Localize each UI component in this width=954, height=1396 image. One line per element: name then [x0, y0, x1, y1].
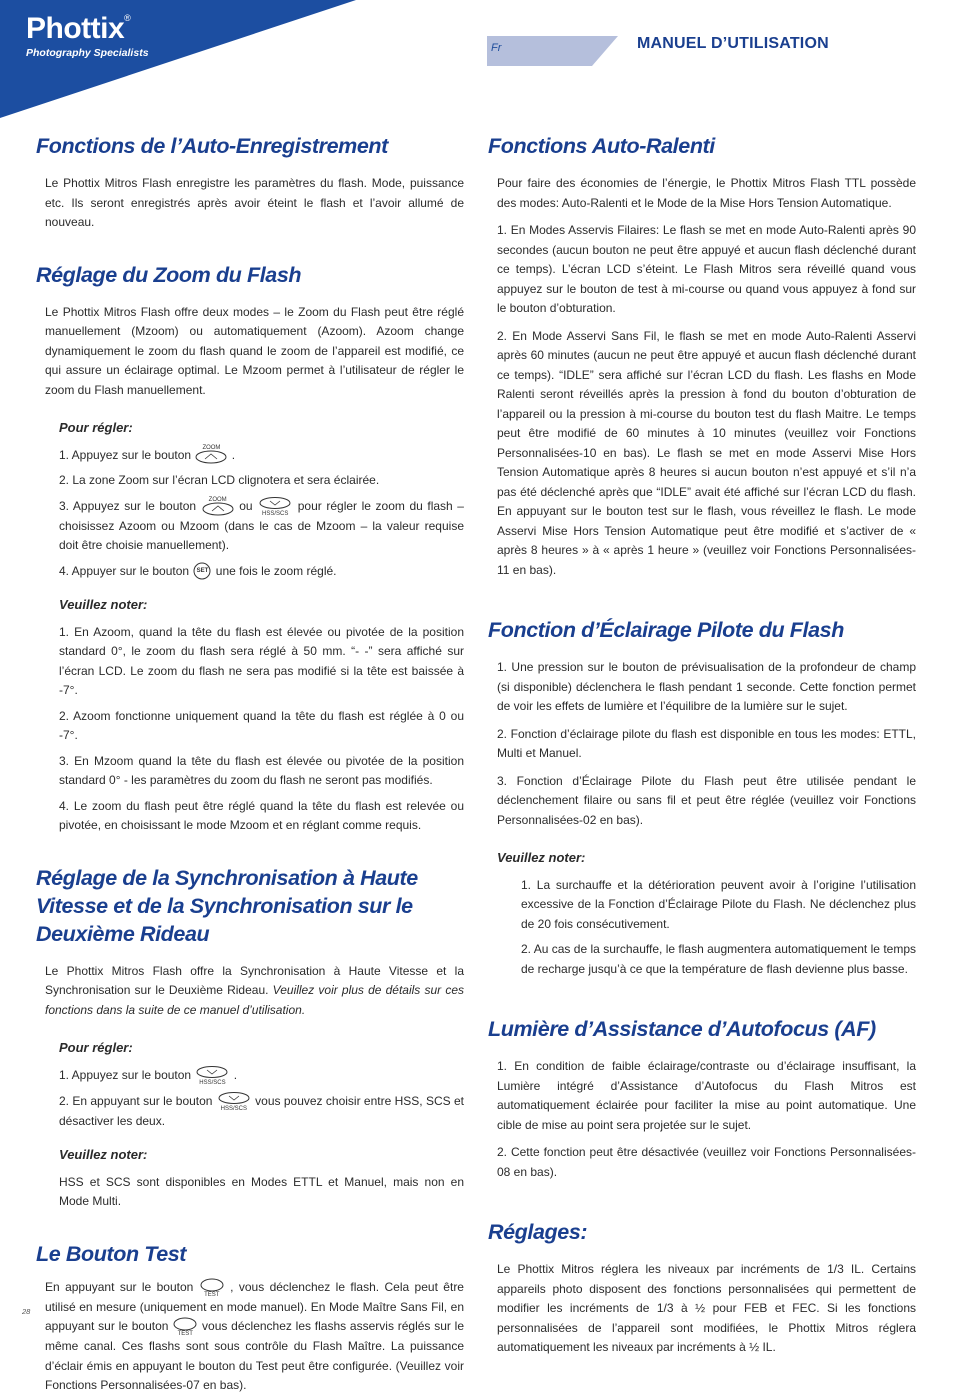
- section-af-assist: [488, 1015, 918, 1182]
- zoom-step-4: 4. Appuyer sur le bouton SET une fois le zoom réglé.: [45, 562, 464, 582]
- heading-auto-sleep: Fonctions Auto-Ralenti: [488, 134, 715, 158]
- sync-step-1: 1. Appuyez sur le bouton HSS/SCS .: [45, 1066, 464, 1086]
- right-column: [488, 132, 918, 1358]
- heading-settings: Réglages:: [488, 1220, 588, 1244]
- hss-scs-button-icon: HSS/SCS: [194, 1066, 230, 1086]
- hss-scs-button-icon: HSS/SCS: [216, 1092, 252, 1112]
- heading-auto-save: Fonctions de l’Auto-Enregistrement: [36, 134, 388, 158]
- modeling-note-2: 2. Au cas de la surchauffe, le flash augmentera automatiquement le temps de recharge jusqu’à ce que la température de flash devienne plus basse.: [521, 942, 916, 976]
- zoom-howto-title: Pour régler:: [59, 420, 133, 435]
- left-column: [36, 132, 466, 1396]
- zoom-step-2: 2. La zone Zoom sur l’écran LCD clignotera et sera éclairée.: [59, 473, 380, 487]
- settings-text: Le Phottix Mitros réglera les niveaux par incréments de 1/3 IL. Certains appareils photo disposent des fonctions personnalisées qui permettent de modifier les incréments de 1/3 à ½ pour FEB et FEC. Si les fonctions personnalisées de l’appareil sont modifiées, le Phottix Mitros réglera automatiquement les niveaux par incréments à ½ IL.: [497, 1262, 916, 1354]
- brand-logo: [26, 14, 149, 59]
- brand-tagline: Photography Specialists: [26, 47, 149, 59]
- sync-text: Le Phottix Mitros Flash offre la Synchronisation à Haute Vitesse et la Synchronisation sur le Deuxième Rideau. Veuillez voir plus de détails sur ces fonctions dans la suite de ce manuel d’utilisation.: [45, 963, 464, 1017]
- heading-modeling-light: Fonction d’Éclairage Pilote du Flash: [488, 618, 844, 642]
- section-test-button: [36, 1240, 466, 1396]
- section-settings: [488, 1218, 918, 1358]
- sync-notes-title: Veuillez noter:: [59, 1147, 148, 1162]
- zoom-note-4: 4. Le zoom du flash peut être réglé quand la tête du flash est relevée ou pivotée, en choisissant le mode Mzoom et en réglant comme requis.: [59, 798, 464, 832]
- set-button-icon: SET: [192, 562, 212, 580]
- heading-test-button: Le Bouton Test: [36, 1241, 187, 1266]
- auto-sleep-text: Pour faire des économies de l’énergie, le Phottix Mitros Flash TTL possède des modes: Auto-Ralenti et le Mode de la Mise Hors Tension Automatique.: [497, 176, 916, 210]
- modeling-notes-title: Veuillez noter:: [497, 850, 586, 865]
- language-label: Fr: [491, 42, 502, 54]
- af-p2: 2. Cette fonction peut être désactivée (veuillez voir Fonctions Personnalisées-08 en bas).: [497, 1145, 916, 1179]
- zoom-text: Le Phottix Mitros Flash offre deux modes – le Zoom du Flash peut être réglé manuellement (Mzoom) ou automatiquement (Azoom). Azoom change dynamiquement le zoom du flash quand le zoom de l’appareil est modifié, ce qui assure un éclairage optimal. Le Mzoom permet à l’utilisateur de régler le zoom du Flash manuellement.: [45, 304, 464, 397]
- zoom-notes-title: Veuillez noter:: [59, 597, 148, 612]
- zoom-button-icon: ZOOM: [194, 446, 228, 464]
- zoom-note-2: 2. Azoom fonctionne uniquement quand la tête du flash est réglée à 0 ou -7°.: [59, 708, 464, 742]
- section-zoom: [36, 261, 466, 836]
- auto-sleep-p2: 2. En Mode Asservi Sans Fil, le flash se met en mode Auto-Ralenti Asservi après 60 minutes (aucun ne peut être appuyé et aucun flash déclenché durant ce temps). “IDLE” sera affiché sur l’écran LCD du flash. Les flashs en Mode Ralenti seront réveillés après la pression à fond du bouton d’obturation de l’appareil ou la pression à mi-course du bouton test du flash Maitre. Le temps peut être modifié de 60 minutes à 10 minutes (veuillez voir Fonctions Personnalisées-10 en bas). Le flash se met en mode Asservi Mise Hors Tension Automatique après 8 heures si aucun bouton n’est appuyé et s’il n’a pas été déclenché après que “IDLE” avait été affiché sur l’écran LCD du flash. En appuyant sur le bouton test sur le flash, vous réveillez le flash. Le mode Asservi Mise Hors Tension Automatique peut être modifié et s’activer de « après 8 heures » à « après 1 heure » (veuillez voir Fonctions Personnalisées-11 en bas).: [497, 328, 916, 577]
- modeling-p3: 3. Fonction d’Éclairage Pilote du Flash peut être utilisée pendant le déclenchement filaire ou sans fil et peut être réglée (veuillez voir Fonctions Personnalisées-02 en bas).: [497, 773, 916, 827]
- section-auto-sleep: [488, 132, 918, 580]
- zoom-step-3: 3. Appuyez sur le bouton ZOOM ou HSS/SCS pour régler le zoom du flash – choisissez Azoom ou Mzoom (dans le cas de Mzoom – la valeur requise doit être choisie manuellement).: [59, 496, 464, 552]
- modeling-p2: 2. Fonction d’éclairage pilote du flash est disponible en tous les modes: ETTL, Multi et Manuel.: [497, 726, 916, 760]
- zoom-note-1: 1. En Azoom, quand la tête du flash est élevée ou pivotée de la position standard 0°, le zoom du flash sera réglé à 50 mm. “- -” sera affiché sur l’écran LCD. Le zoom du flash ne sera pas modifié si la tête est baissée à -7°.: [59, 624, 464, 697]
- hss-scs-button-icon: HSS/SCS: [257, 497, 293, 517]
- test-button-text: En appuyant sur le bouton TEST , vous déclenchez le flash. Cela peut être utilisé en mesure (uniquement en mode manuel). En Mode Maître Sans Fil, en appuyant sur le bouton TEST vous déclenchez les flashs asservis réglés sur le même canal. Ces flashs sont sous contrôle du Flash Maître. La puissance d’éclair émis en appuyant le bouton du Test peut être configurée. (Veuillez voir Fonctions Personnalisées-07 en bas).: [45, 1278, 464, 1396]
- heading-af-assist: Lumière d’Assistance d’Autofocus (AF): [488, 1017, 876, 1041]
- test-button-icon: TEST: [172, 1317, 198, 1337]
- header-wedge: [487, 36, 618, 66]
- zoom-note-3: 3. En Mzoom quand la tête du flash est élevée ou pivotée de la position standard 0° - les paramètres du zoom du flash ne seront pas modifiés.: [59, 753, 464, 787]
- auto-sleep-p1: 1. En Modes Asservis Filaires: Le flash se met en mode Auto-Ralenti après 90 secondes (aucun bouton ne peut être appuyé et aucun flash déclenché durant ce temps). L’écran LCD s’éteint. Le Flash Mitros sera réveillé quand vous appuyez sur le bouton de test à mi-course ou quand vous appuyez à fond sur le bouton d’obturation.: [497, 223, 916, 315]
- modeling-note-1: 1. La surchauffe et la détérioration peuvent avoir à l’origine l’utilisation excessive de la Fonction d’Éclairage Pilote du Flash. Ne déclenchez plus de 20 fois consécutivement.: [521, 877, 916, 931]
- document-title: MANUEL D’UTILISATION: [637, 35, 829, 52]
- section-sync: [36, 864, 466, 1212]
- section-auto-save: [36, 132, 466, 233]
- page-number: 28: [22, 1307, 31, 1316]
- sync-note-1: HSS et SCS sont disponibles en Modes ETTL et Manuel, mais non en Mode Multi.: [59, 1174, 464, 1208]
- heading-zoom: Réglage du Zoom du Flash: [36, 262, 302, 287]
- zoom-step-1: 1. Appuyez sur le bouton ZOOM .: [45, 446, 464, 466]
- sync-howto-title: Pour régler:: [59, 1040, 133, 1055]
- section-modeling-light: [488, 616, 918, 979]
- brand-name: Phottix®: [26, 12, 131, 45]
- modeling-p1: 1. Une pression sur le bouton de prévisualisation de la profondeur de champ (si disponible) déclenchera le flash pendant 1 seconde. Cette fonction permet de voir les effets de lumière et l’équilibre de la lumière sur le sujet.: [497, 660, 916, 713]
- test-button-icon: TEST: [199, 1278, 225, 1298]
- auto-save-text: Le Phottix Mitros Flash enregistre les paramètres du flash. Mode, puissance etc. Ils seront enregistrés après avoir éteint le flash et l’avoir allumé de nouveau.: [45, 176, 464, 229]
- af-p1: 1. En condition de faible éclairage/contraste ou d’éclairage insuffisant, la Lumière intégré d’Assistance d’Autofocus du Flash Mitros est automatiquement éclairée pour faciliter la mise au point automatique. Une cible de mise au point sera projetée sur le sujet.: [497, 1059, 916, 1132]
- sync-step-2: 2. En appuyant sur le bouton HSS/SCS vous pouvez choisir entre HSS, SCS et désactiver les deux.: [45, 1092, 464, 1132]
- heading-sync: Réglage de la Synchronisation à Haute Vitesse et de la Synchronisation sur le Deuxième Rideau: [36, 865, 418, 946]
- zoom-button-icon: ZOOM: [201, 498, 235, 516]
